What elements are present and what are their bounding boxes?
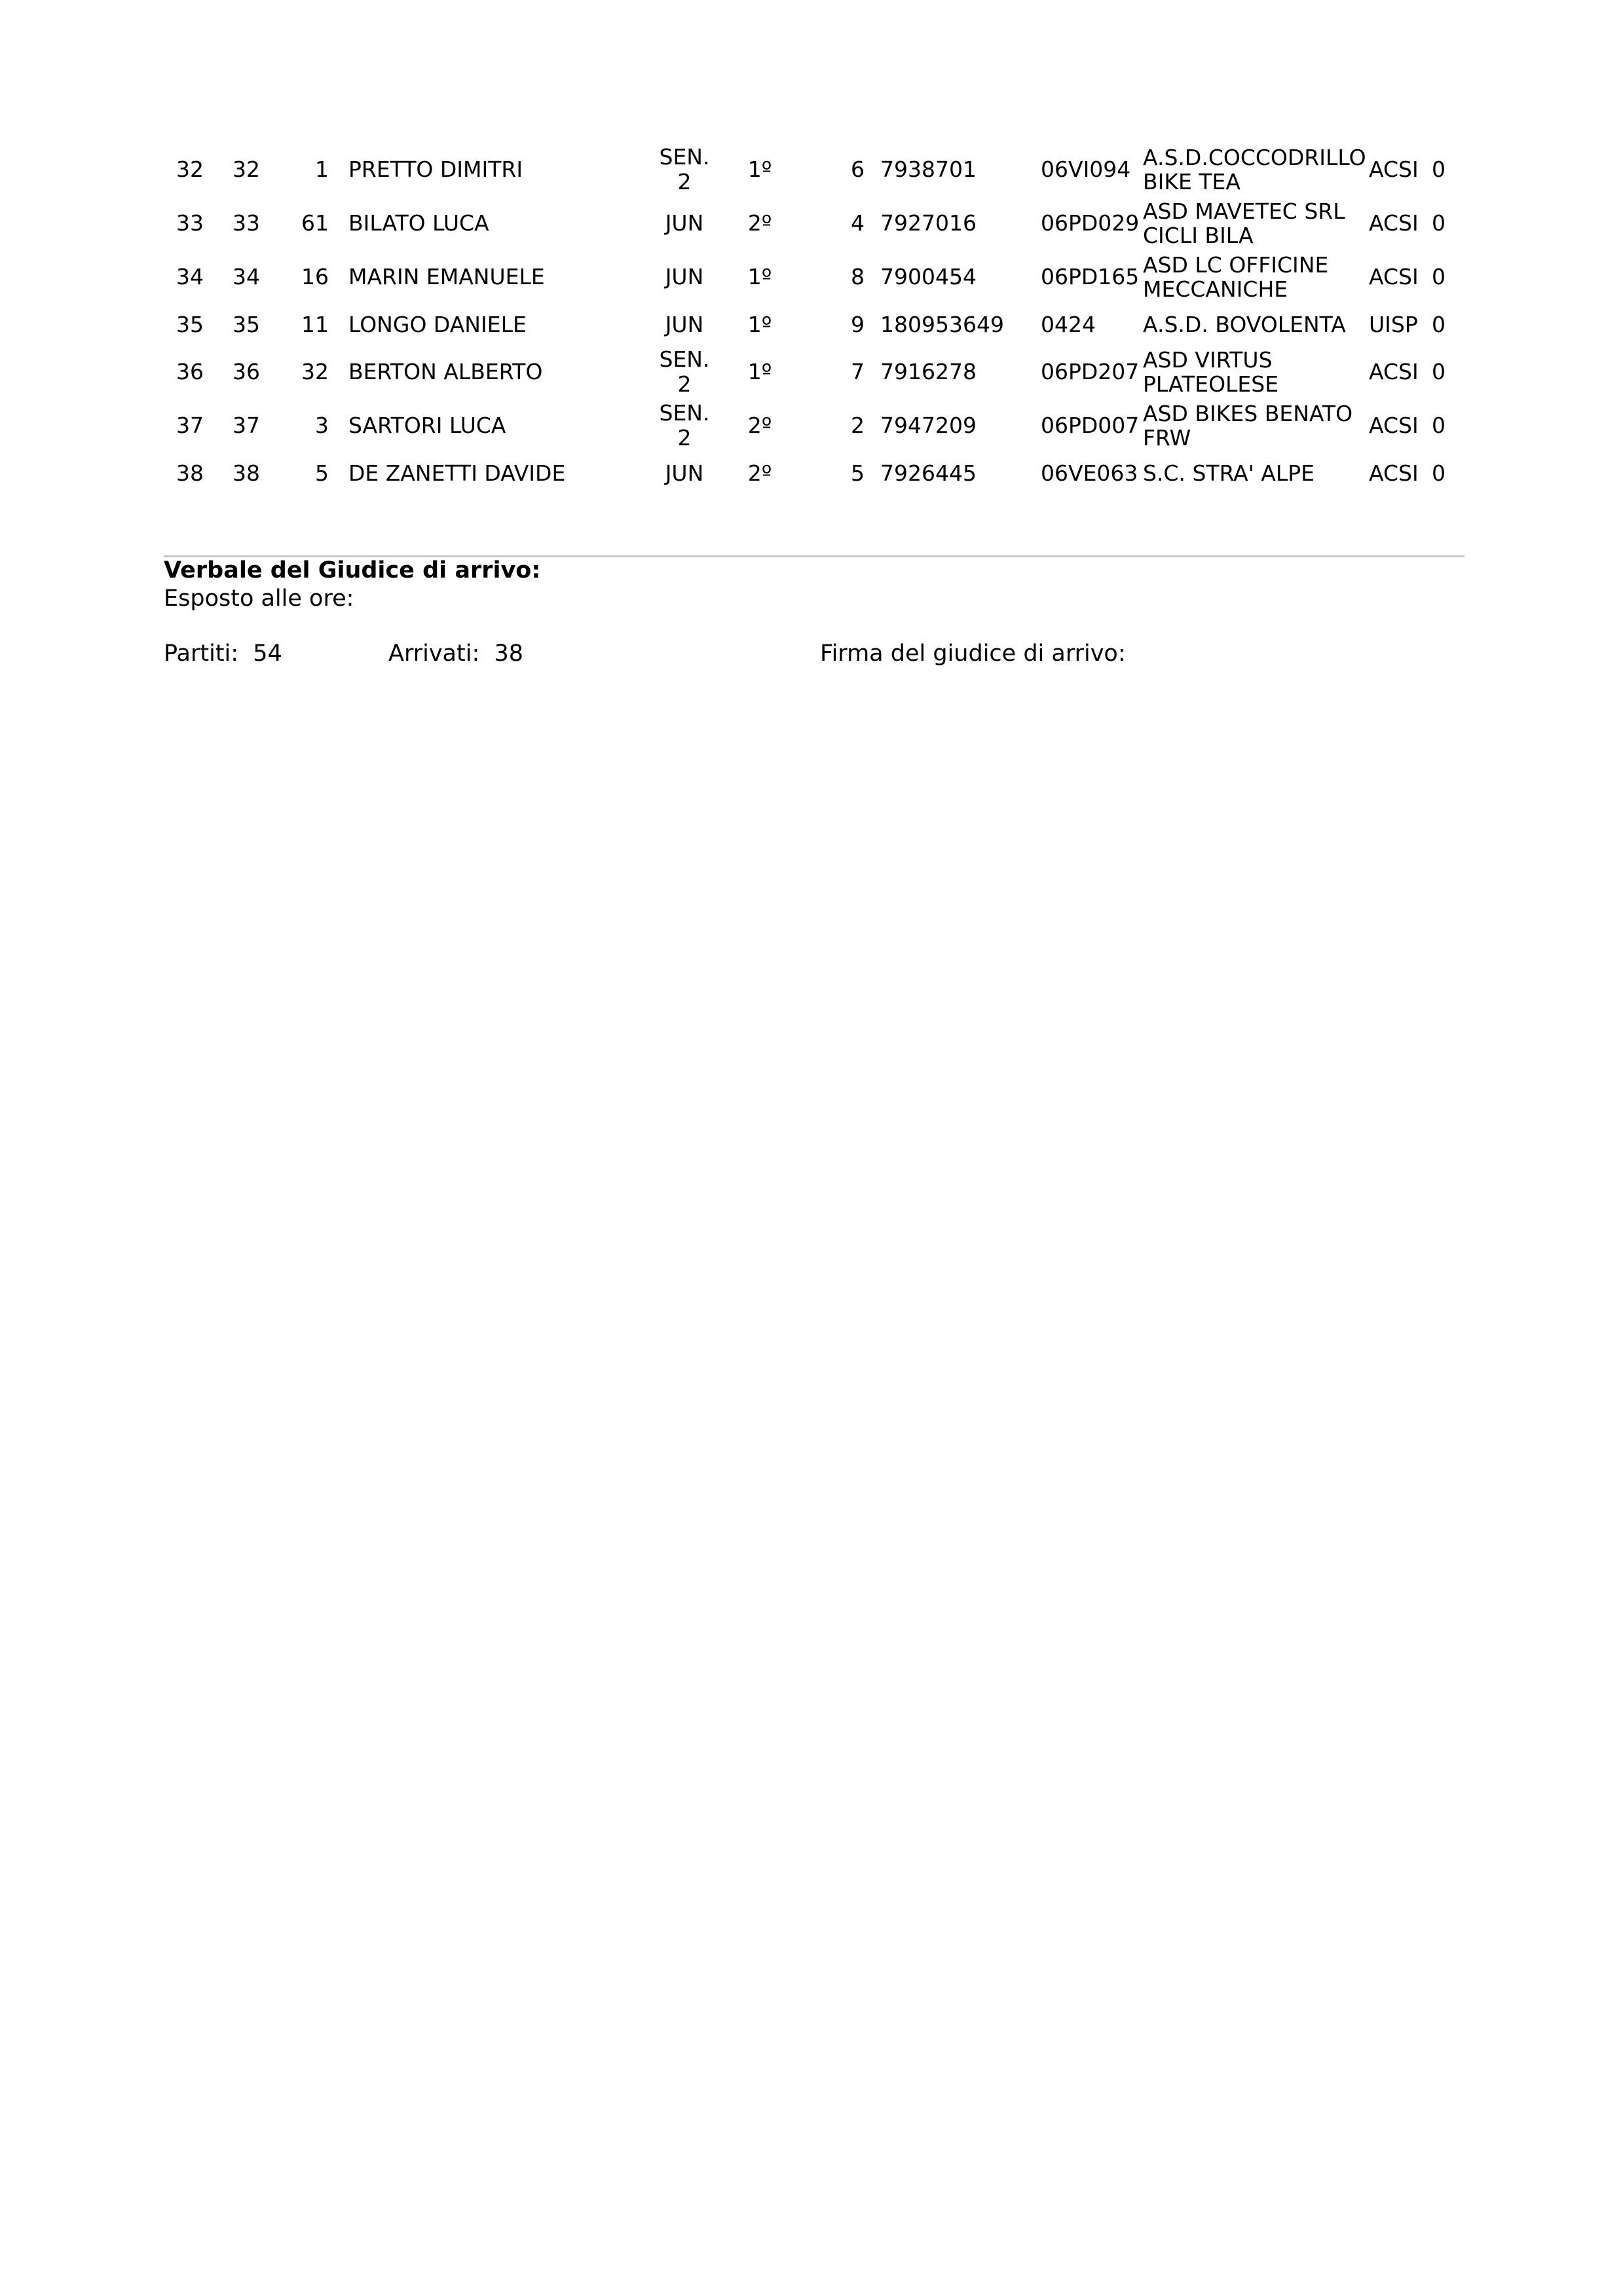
firma-label: Firma del giudice di arrivo: [820,640,1126,667]
category-line: 2 [677,169,692,194]
category-cell [642,304,727,345]
category-line: JUN [665,311,704,337]
category-cell [642,250,727,304]
team-name-line: ASD MAVETEC SRL [1143,198,1345,224]
team-name-cell [1143,250,1369,304]
team-name-cell [1143,196,1369,250]
license-card-cell: 7938701 [880,157,977,182]
bib-number-cell: 61 [301,210,329,236]
bib-number-cell: 32 [301,359,329,384]
rider-name-cell: SARTORI LUCA [348,413,506,438]
results-table [164,143,1458,494]
ente-cell: ACSI [1369,460,1419,486]
category-cell [642,399,727,453]
position-cell: 35 [233,311,260,337]
team-name-line: BIKE TEA [1143,169,1241,194]
category-line: 2 [677,371,692,397]
category-line: 2 [677,425,692,451]
team-name-line: ASD BIKES BENATO [1143,401,1353,426]
ente-cell: ACSI [1369,210,1419,236]
license-card-cell: 7926445 [880,460,977,486]
license-card-cell: 7916278 [880,359,977,384]
category-rank-cell: 7 [851,359,865,384]
team-name-line: PLATEOLESE [1143,371,1279,397]
category-position-cell: 2º [747,210,772,236]
position-cell: 38 [233,460,260,486]
position-cell: 37 [176,413,204,438]
team-name-line: S.C. STRA' ALPE [1143,460,1315,486]
position-cell: 36 [176,359,204,384]
team-code-cell: 06VE063 [1041,460,1138,486]
bib-number-cell: 3 [315,413,329,438]
rider-name-cell: BILATO LUCA [348,210,489,236]
rider-name-cell: PRETTO DIMITRI [348,157,523,182]
category-position-cell: 2º [747,460,772,486]
penalty-cell: 0 [1432,157,1446,182]
table-row [164,453,1458,494]
rider-name-cell: MARIN EMANUELE [348,264,545,289]
team-code-cell: 06PD029 [1041,210,1140,236]
table-row [164,304,1458,345]
partiti-count: Partiti: 54 [164,640,282,667]
category-position-cell: 2º [747,413,772,438]
team-name-cell [1143,345,1369,399]
team-code-cell: 0424 [1041,311,1096,337]
verbale-title: Verbale del Giudice di arrivo: [164,557,541,583]
penalty-cell: 0 [1432,359,1446,384]
category-cell [642,345,727,399]
category-rank-cell: 5 [851,460,865,486]
team-name-line: CICLI BILA [1143,223,1254,248]
category-rank-cell: 6 [851,157,865,182]
license-card-cell: 7900454 [880,264,977,289]
team-code-cell: 06PD207 [1041,359,1140,384]
table-row [164,196,1458,250]
position-cell: 33 [176,210,204,236]
category-line: JUN [665,210,704,236]
penalty-cell: 0 [1432,413,1446,438]
team-name-line: MECCANICHE [1143,276,1288,302]
team-name-line: ASD VIRTUS [1143,347,1273,373]
category-line: JUN [665,264,704,289]
license-card-cell: 7927016 [880,210,977,236]
position-cell: 38 [176,460,204,486]
category-rank-cell: 9 [851,311,865,337]
position-cell: 32 [176,157,204,182]
category-cell [642,453,727,494]
position-cell: 32 [233,157,260,182]
arrivati-count: Arrivati: 38 [388,640,524,667]
ente-cell: UISP [1369,311,1418,337]
team-name-line: FRW [1143,425,1191,451]
team-code-cell: 06PD165 [1041,264,1140,289]
team-name-cell [1143,453,1369,494]
ente-cell: ACSI [1369,264,1419,289]
team-code-cell: 06PD007 [1041,413,1140,438]
license-card-cell: 180953649 [880,311,1004,337]
results-body [164,143,1458,494]
bib-number-cell: 1 [315,157,329,182]
team-code-cell: 06VI094 [1041,157,1131,182]
team-name-line: ASD LC OFFICINE [1143,252,1329,278]
team-name-cell [1143,399,1369,453]
position-cell: 34 [233,264,260,289]
bib-number-cell: 5 [315,460,329,486]
category-line: JUN [665,460,704,486]
bib-number-cell: 16 [301,264,329,289]
position-cell: 33 [233,210,260,236]
bib-number-cell: 11 [301,311,329,337]
penalty-cell: 0 [1432,264,1446,289]
position-cell: 34 [176,264,204,289]
position-cell: 37 [233,413,260,438]
penalty-cell: 0 [1432,460,1446,486]
esposto-label: Esposto alle ore: [164,585,354,612]
category-rank-cell: 2 [851,413,865,438]
license-card-cell: 7947209 [880,413,977,438]
category-position-cell: 1º [747,264,772,289]
category-line: SEN. [659,144,710,170]
category-position-cell: 1º [747,311,772,337]
penalty-cell: 0 [1432,311,1446,337]
rider-name-cell: BERTON ALBERTO [348,359,543,384]
team-name-cell [1143,143,1369,196]
team-name-line: A.S.D. BOVOLENTA [1143,312,1346,337]
team-name-line: A.S.D.COCCODRILLO [1143,145,1366,170]
position-cell: 36 [233,359,260,384]
penalty-cell: 0 [1432,210,1446,236]
category-position-cell: 1º [747,359,772,384]
rider-name-cell: DE ZANETTI DAVIDE [348,460,566,486]
table-row [164,250,1458,304]
ente-cell: ACSI [1369,157,1419,182]
team-name-cell [1143,304,1369,345]
category-cell [642,143,727,196]
category-rank-cell: 4 [851,210,865,236]
category-position-cell: 1º [747,157,772,182]
category-line: SEN. [659,346,710,372]
table-row [164,399,1458,453]
table-row [164,143,1458,196]
category-line: SEN. [659,400,710,426]
category-rank-cell: 8 [851,264,865,289]
table-row [164,345,1458,399]
ente-cell: ACSI [1369,359,1419,384]
category-cell [642,196,727,250]
ente-cell: ACSI [1369,413,1419,438]
rider-name-cell: LONGO DANIELE [348,311,527,337]
position-cell: 35 [176,311,204,337]
